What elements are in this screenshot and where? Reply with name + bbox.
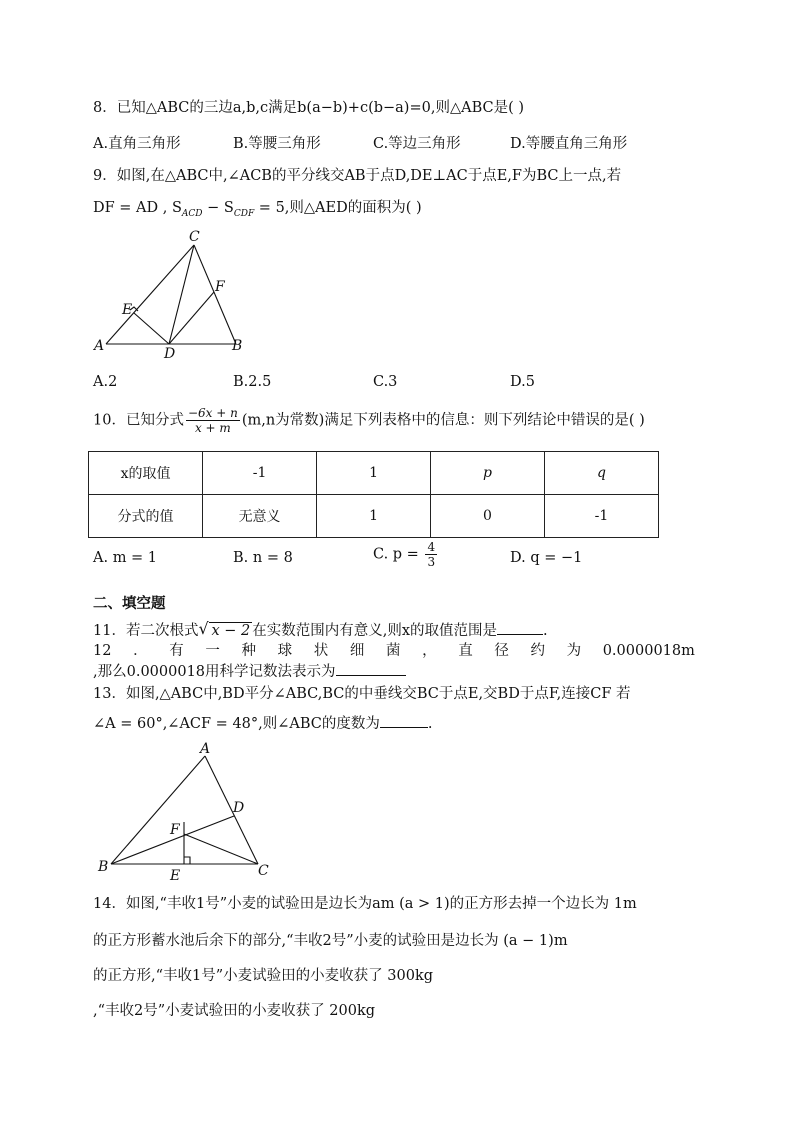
table-cell: -1 [544,495,658,538]
q9-label-b: B [232,338,243,354]
q13-line1: 13．如图,△ABC中,BD平分∠ABC,BC的中垂线交BC于点E,交BD于点F,连接CF 若 [93,686,631,702]
table-cell: q [544,452,658,495]
q13-label-c: C [258,863,269,879]
table-cell: 0 [431,495,545,538]
q9-figure [90,228,260,363]
q9-option-b: B.2.5 [233,374,272,390]
q13-label-e: E [170,868,181,884]
q10-option-a: A. m = 1 [93,550,158,566]
q14-line2: 的正方形蓄水池后余下的部分,“丰收2号”小麦的试验田是边长为 (a − 1)m [93,933,568,949]
q9-line2: DF = AD , $S_{ACD} - S_{CDF} = 5$,则△AED的面积为( ) [93,200,422,219]
q8-option-a: A.直角三角形 [93,136,181,152]
q9-option-a: A.2 [93,374,118,390]
q13-label-d: D [233,800,245,816]
q9-label-c: C [189,229,200,245]
q14-line3: 的正方形,“丰收1号”小麦试验田的小麦收获了 300kg [93,968,434,984]
q9-line1: 9．如图,在△ABC中,∠ACB的平分线交AB于点D,DE⊥AC于点E,F为BC上一点,若 [93,168,622,184]
q10-table [88,451,659,538]
table-cell: 1 [317,452,431,495]
table-cell: 分式的值 [89,495,203,538]
q11-answer-blank [497,620,543,635]
q10-fraction: $\frac{-6x + n}{x + m}$ [187,406,238,435]
table-cell: 1 [317,495,431,538]
q8-text: 8．已知△ABC的三边a,b,c满足b(a−b)+c(b−a)=0,则△ABC是( ) [93,100,525,116]
q8-option-d: D.等腰直角三角形 [510,136,628,152]
q13-label-f: F [170,822,180,838]
q10-option-c: C. p = $\frac{4}{3}$ [373,540,436,569]
q9-label-a: A [94,338,105,354]
q12-line1: 12 ． 有 一 种 球 状 细 菌 ， 直 径 约 为 0.0000018m [93,643,695,659]
q10-option-d: D. q = −1 [510,550,583,566]
q9-label-e: E [122,302,133,318]
q8-option-b: B.等腰三角形 [233,136,321,152]
q12-line2: ,那么0.0000018用科学记数法表示为 [93,661,406,682]
table-cell: p [431,452,545,495]
q14-line4: ,“丰收2号”小麦试验田的小麦收获了 200kg [93,1003,376,1019]
q8-option-c: C.等边三角形 [373,136,461,152]
q9-option-c: C.3 [373,374,398,390]
q13-label-a: A [200,741,211,757]
q10-stem: 10．已知分式 $\frac{-6x + n}{x + m}$ (m,n为常数)满足下列表格中的信息：则下列结论中错误的是( ) [93,406,645,435]
q13-figure [93,740,283,885]
q9-label-d: D [164,346,176,362]
q9-option-d: D.5 [510,374,535,390]
table-row [89,495,659,538]
q13-label-b: B [98,859,109,875]
table-cell: 无意义 [203,495,317,538]
q14-line1: 14．如图,“丰收1号”小麦的试验田是边长为am (a > 1)的正方形去掉一个边长为 1m [93,896,637,912]
q13-answer-blank [380,713,428,728]
q11-text: 11．若二次根式 √ x − 2 在实数范围内有意义,则x的取值范围是 . [93,619,548,639]
q10-option-b: B. n = 8 [233,550,293,566]
q12-answer-blank [336,661,406,676]
section-title: 二、填空题 [93,596,166,612]
q9-label-f: F [215,279,225,295]
table-row [89,452,659,495]
table-cell: x的取值 [89,452,203,495]
table-cell: -1 [203,452,317,495]
q13-line2: ∠A = 60°,∠ACF = 48°,则∠ABC的度数为 . [93,713,433,734]
